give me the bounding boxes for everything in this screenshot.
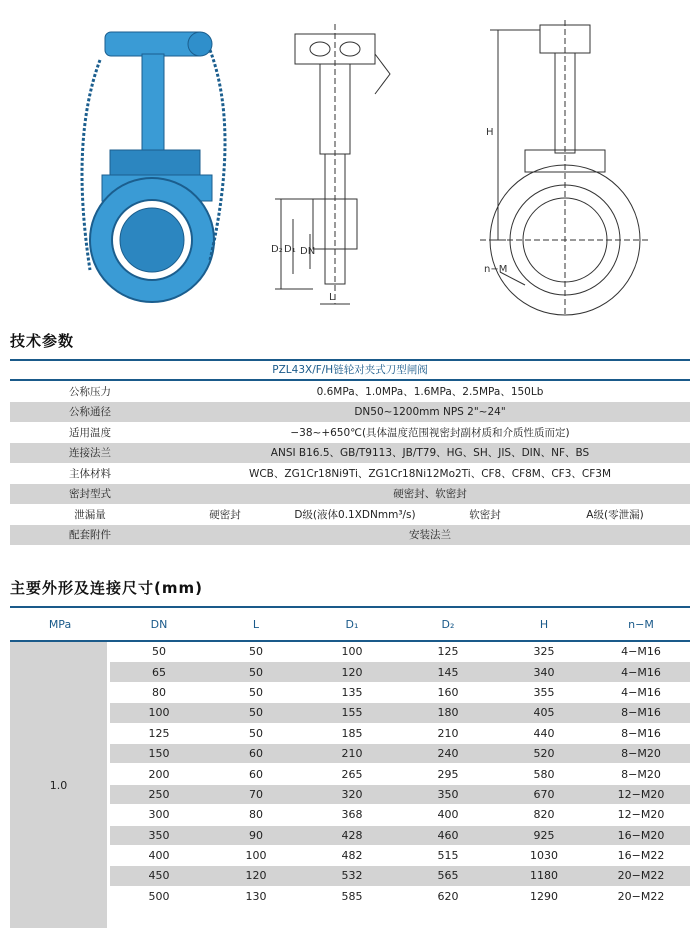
spec-row [10, 402, 690, 423]
cell-d2: 295 [437, 767, 459, 781]
cell-nm: 12−M20 [617, 787, 665, 801]
spec-label: 适用温度 [69, 426, 111, 439]
cell-nm: 8−M20 [621, 767, 661, 781]
cell-nm: 8−M16 [621, 726, 661, 740]
cell-nm: 12−M20 [617, 808, 665, 822]
leak-soft-label: 软密封 [469, 508, 501, 521]
cell-l: 100 [245, 849, 267, 863]
table-row [110, 805, 690, 825]
spec-label: 公称压力 [69, 385, 111, 398]
cell-h: 925 [533, 828, 555, 842]
cell-nm: 8−M20 [621, 747, 661, 761]
table-row [110, 764, 690, 784]
spec-row [10, 525, 690, 546]
cell-d2: 350 [437, 787, 459, 801]
table-row [110, 662, 690, 682]
cell-dn: 100 [148, 706, 170, 720]
table-row [110, 703, 690, 723]
cell-d1: 210 [341, 747, 363, 761]
cell-d1: 265 [341, 767, 363, 781]
cell-h: 520 [533, 747, 555, 761]
cell-l: 130 [245, 889, 267, 903]
valve-3d-render [60, 10, 290, 320]
cell-d2: 210 [437, 726, 459, 740]
valve-front-drawing [470, 10, 670, 320]
cell-l: 50 [249, 665, 263, 679]
leak-hard-label: 硬密封 [209, 508, 241, 521]
cell-dn: 150 [148, 747, 170, 761]
cell-d1: 185 [341, 726, 363, 740]
spec-value: 安装法兰 [409, 529, 451, 542]
spec-row [10, 422, 690, 443]
cell-d2: 145 [437, 665, 459, 679]
spec-label: 公称通径 [69, 406, 111, 419]
label-d1: D₁ [284, 244, 296, 255]
spec-label: 连接法兰 [69, 447, 111, 460]
cell-nm: 20−M22 [617, 889, 665, 903]
spec-value: 0.6MPa、1.0MPa、1.6MPa、2.5MPa、150Lb [316, 385, 544, 398]
label-l: L [329, 292, 335, 303]
cell-l: 60 [249, 747, 263, 761]
col-header-l: L [252, 617, 260, 631]
cell-dn: 125 [148, 726, 170, 740]
cell-d2: 620 [437, 889, 459, 903]
col-header-d1: D₁ [345, 617, 359, 631]
cell-h: 405 [533, 706, 555, 720]
dim-table-body [110, 642, 690, 907]
table-row [110, 887, 690, 907]
cell-d1: 368 [341, 808, 363, 822]
label-h: H [486, 127, 494, 138]
label-dn: DN [300, 246, 316, 257]
spec-row [10, 463, 690, 484]
cell-d2: 400 [437, 808, 459, 822]
cell-l: 50 [249, 685, 263, 699]
spec-section-title: 技术参数 [10, 332, 75, 350]
spec-label: 配套附件 [69, 529, 111, 542]
label-d2: D₂ [271, 244, 283, 255]
cell-dn: 200 [148, 767, 170, 781]
cell-d1: 135 [341, 685, 363, 699]
cell-nm: 16−M20 [617, 828, 665, 842]
cell-d1: 482 [341, 849, 363, 863]
cell-d2: 515 [437, 849, 459, 863]
spec-label: 主体材料 [69, 467, 111, 480]
table-row [110, 683, 690, 703]
cell-d1: 428 [341, 828, 363, 842]
cell-h: 820 [533, 808, 555, 822]
cell-d1: 155 [341, 706, 363, 720]
spec-value: −38~+650℃(具体温度范围视密封副材质和介质性质而定) [290, 426, 570, 439]
table-row [110, 744, 690, 764]
cell-d2: 125 [437, 645, 459, 659]
cell-d2: 160 [437, 685, 459, 699]
cell-h: 440 [533, 726, 555, 740]
cell-dn: 250 [148, 787, 170, 801]
table-row [110, 642, 690, 662]
cell-nm: 20−M22 [617, 869, 665, 883]
spec-row-leakage [10, 504, 690, 525]
cell-dn: 450 [148, 869, 170, 883]
cell-nm: 16−M22 [617, 849, 665, 863]
cell-h: 1030 [530, 849, 558, 863]
cell-h: 670 [533, 787, 555, 801]
cell-d1: 320 [341, 787, 363, 801]
cell-h: 1180 [530, 869, 558, 883]
col-header-nm: n−M [628, 617, 654, 631]
col-header-h: H [539, 617, 549, 631]
cell-dn: 400 [148, 849, 170, 863]
dimension-table [10, 606, 690, 903]
cell-l: 50 [249, 706, 263, 720]
cell-nm: 4−M16 [621, 665, 661, 679]
cell-nm: 4−M16 [621, 685, 661, 699]
cell-dn: 500 [148, 889, 170, 903]
cell-h: 340 [533, 665, 555, 679]
cell-d1: 532 [341, 869, 363, 883]
cell-h: 325 [533, 645, 555, 659]
cell-h: 580 [533, 767, 555, 781]
cell-d2: 565 [437, 869, 459, 883]
cell-h: 1290 [530, 889, 558, 903]
cell-d2: 180 [437, 706, 459, 720]
cell-l: 80 [249, 808, 263, 822]
spec-value: 硬密封、软密封 [393, 488, 467, 501]
table-row [110, 866, 690, 886]
spec-label: 密封型式 [69, 488, 111, 501]
spec-row [10, 484, 690, 505]
spec-value: WCB、ZG1Cr18Ni9Ti、ZG1Cr18Ni12Mo2Ti、CF8、CF8M、CF3、CF3M [248, 467, 612, 480]
cell-nm: 4−M16 [621, 645, 661, 659]
cell-l: 50 [249, 645, 263, 659]
col-header-d2: D₂ [441, 617, 455, 631]
spec-table-header: PZL43X/F/H链轮对夹式刀型闸阀 [10, 359, 690, 381]
cell-l: 90 [249, 828, 263, 842]
cell-dn: 50 [152, 645, 166, 659]
label-nm: n−M [484, 264, 508, 275]
cell-h: 355 [533, 685, 555, 699]
cell-dn: 300 [148, 808, 170, 822]
cell-d1: 585 [341, 889, 363, 903]
col-header-mpa: MPa [48, 617, 72, 631]
leak-hard-value: D级(液体0.1XDNmm³/s) [294, 508, 416, 521]
cell-l: 70 [249, 787, 263, 801]
table-row [110, 785, 690, 805]
cell-dn: 350 [148, 828, 170, 842]
col-header-dn: DN [150, 617, 168, 631]
product-figures [0, 0, 700, 320]
spec-table [10, 359, 690, 545]
cell-l: 60 [249, 767, 263, 781]
leak-soft-value: A级(零泄漏) [586, 508, 644, 521]
cell-nm: 8−M16 [621, 706, 661, 720]
cell-l: 120 [245, 869, 267, 883]
spec-row [10, 443, 690, 464]
cell-dn: 80 [152, 685, 166, 699]
cell-l: 50 [249, 726, 263, 740]
valve-section-drawing [265, 14, 425, 314]
dim-section-title: 主要外形及连接尺寸(mm) [10, 579, 203, 597]
cell-d2: 240 [437, 747, 459, 761]
cell-d2: 460 [437, 828, 459, 842]
cell-d1: 100 [341, 645, 363, 659]
mpa-value-cell: 1.0 [10, 642, 107, 928]
cell-dn: 65 [152, 665, 166, 679]
spec-value: ANSI B16.5、GB/T9113、JB/T79、HG、SH、JIS、DIN、NF、BS [270, 447, 590, 460]
table-row [110, 846, 690, 866]
spec-value: DN50~1200mm NPS 2"~24" [354, 405, 506, 418]
spec-row [10, 381, 690, 402]
cell-d1: 120 [341, 665, 363, 679]
table-row [110, 724, 690, 744]
table-row [110, 826, 690, 846]
spec-label: 泄漏量 [74, 508, 106, 521]
dim-table-header [10, 606, 690, 642]
